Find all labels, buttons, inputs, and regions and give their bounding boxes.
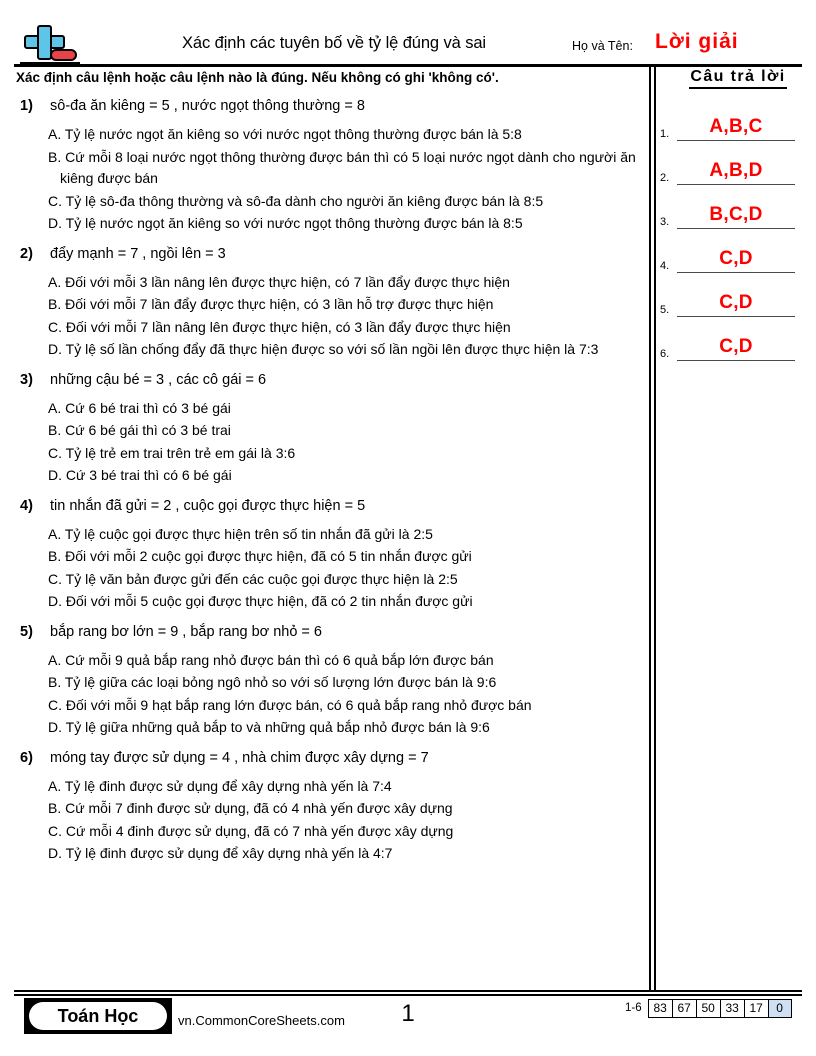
logo-plus-core [39,37,50,47]
question-option[interactable]: D. Tỷ lệ đinh được sử dụng để xây dựng nhà yến là 4:7 [48,845,393,861]
question-stem [14,370,644,391]
page-header [14,22,802,64]
answer-row-value[interactable]: C,D [719,248,753,269]
answer-blank-line [677,140,795,141]
question-number: 2) [20,245,33,262]
question-option[interactable]: A. Tỷ lệ nước ngọt ăn kiêng so với nước ngọt thông thường được bán là 5:8 [48,126,522,142]
answer-row-number: 5. [660,304,670,316]
answer-blank-line [677,184,795,185]
question-option[interactable]: A. Tỷ lệ cuộc gọi được thực hiện trên số tin nhắn đã gửi là 2:5 [48,525,433,542]
header-divider [14,64,802,67]
question-option[interactable]: D. Tỷ lệ giữa những quả bắp to và những quả bắp nhỏ được bán là 9:6 [48,719,490,735]
score-cell: 17 [744,999,768,1018]
question-stem-text: đẩy mạnh = 7 , ngồi lên = 3 [50,245,226,262]
question-number: 6) [20,749,33,766]
question-option[interactable]: A. Cứ mỗi 9 quả bắp rang nhỏ được bán thì có 6 quả bắp lớn được bán [48,651,494,668]
question-stem [14,244,644,265]
instruction-text: Xác định câu lệnh hoặc câu lệnh nào là đúng. Nếu không có ghi 'không có'. [16,70,499,85]
score-cell: 83 [648,999,672,1018]
question-stem [14,496,644,517]
question-stem-text: bắp rang bơ lớn = 9 , bắp rang bơ nhỏ = 6 [50,623,322,640]
answer-row-value[interactable]: C,D [719,292,753,313]
question-stem-text: móng tay được sử dụng = 4 , nhà chim được xây dựng = 7 [50,749,429,766]
question-stem-text: tin nhắn đã gửi = 2 , cuộc gọi được thực hiện = 5 [50,497,366,514]
answer-rows-container [660,99,810,363]
answer-row-number: 4. [660,260,670,272]
question-option[interactable]: C. Tỷ lệ văn bản được gửi đến các cuộc gọi được thực hiện là 2:5 [48,570,458,587]
score-cell: 50 [696,999,720,1018]
name-field-label: Họ và Tên: [572,39,633,53]
question-number: 1) [20,98,33,114]
answer-row [660,99,810,143]
question-stem [14,748,644,769]
column-divider-inner [654,67,656,992]
question-option[interactable]: C. Tỷ lệ trẻ em trai trên trẻ em gái là 3:6 [48,444,296,461]
score-cell: 0 [768,999,792,1018]
question-option[interactable]: B. Đối với mỗi 7 lần đẩy được thực hiện, có 3 lần hỗ trợ được thực hiện [48,296,494,312]
question-option[interactable]: C. Tỷ lệ sô-đa thông thường và sô-đa dành cho người ăn kiêng được bán là 8:5 [48,192,544,209]
answer-row-number: 3. [660,216,670,228]
page-number: 1 [401,1000,415,1027]
question-number: 3) [20,371,33,388]
answer-blank-line [677,360,795,361]
answer-row-number: 2. [660,172,670,184]
answer-row-value[interactable]: A,B,C [709,116,763,137]
question-block [14,496,644,613]
answer-row-number: 1. [660,128,670,140]
question-option[interactable]: B. Tỷ lệ giữa các loại bỏng ngô nhỏ so với số lượng lớn được bán là 9:6 [48,674,497,690]
question-option[interactable]: B. Cứ mỗi 7 đinh được sử dụng, đã có 4 nhà yến được xây dựng [48,800,453,816]
question-option[interactable]: A. Đối với mỗi 3 lần nâng lên được thực hiện, có 7 lần đẩy được thực hiện [48,273,510,290]
answer-row-value[interactable]: B,C,D [709,204,763,225]
question-option[interactable]: A. Tỷ lệ đinh được sử dụng để xây dựng nhà yến là 7:4 [48,777,392,794]
question-block [14,244,644,361]
plus-minus-logo-icon [18,24,80,66]
question-option[interactable]: D. Cứ 3 bé trai thì có 6 bé gái [48,467,232,483]
question-option[interactable]: D. Tỷ lệ số lần chống đẩy đã thực hiện được so với số lần ngồi lên được thực hiện là 7:3 [48,341,599,357]
question-option[interactable]: B. Đối với mỗi 2 cuộc gọi được thực hiện, đã có 5 tin nhắn được gửi [48,548,472,564]
question-option[interactable]: B. Cứ 6 bé gái thì có 3 bé trai [48,422,231,438]
question-stem-text: sô-đa ăn kiêng = 5 , nước ngọt thông thường = 8 [50,98,365,114]
question-stem-text: những cậu bé = 3 , các cô gái = 6 [50,371,267,388]
worksheet-title: Xác định các tuyên bố về tỷ lệ đúng và sai [182,34,486,52]
question-number: 5) [20,623,33,640]
footer-divider-bottom [14,994,802,996]
answer-row [660,187,810,231]
questions-container [14,96,644,874]
question-option[interactable]: C. Cứ mỗi 4 đinh được sử dụng, đã có 7 nhà yến được xây dựng [48,822,454,839]
name-field-value[interactable]: Lời giải [655,30,739,53]
answer-blank-line [677,228,795,229]
answer-blank-line [677,272,795,273]
answer-row [660,143,810,187]
answer-row [660,319,810,363]
answer-row [660,275,810,319]
question-option[interactable]: D. Đối với mỗi 5 cuộc gọi được thực hiện, đã có 2 tin nhắn được gửi [48,593,473,609]
score-cell: 33 [720,999,744,1018]
question-option[interactable]: A. Cứ 6 bé trai thì có 3 bé gái [48,399,231,416]
footer-divider-top [14,990,802,992]
question-block [14,96,644,235]
question-number: 4) [20,497,33,514]
score-cells-container [648,999,792,1018]
question-block [14,748,644,865]
score-range-label: 1-6 [625,1002,642,1014]
site-url-label: vn.CommonCoreSheets.com [178,1013,345,1028]
brand-label: Toán Học [57,1006,139,1026]
question-stem [14,96,644,117]
question-option[interactable]: B. Cứ mỗi 8 loại nước ngọt thông thường được bán thì có 5 loại nước ngọt dành cho người ăn kiêng được bán [48,148,636,186]
score-strip [625,999,792,1018]
score-cell: 67 [672,999,696,1018]
column-divider-outer [649,67,651,992]
question-block [14,370,644,487]
answer-blank-line [677,316,795,317]
question-stem [14,622,644,643]
answer-key-title: Câu trả lời [689,68,786,89]
logo-minus-bar [50,49,77,61]
answer-row-value[interactable]: A,B,D [709,160,763,181]
question-option[interactable]: C. Đối với mỗi 9 hạt bắp rang lớn được bán, có 6 quả bắp rang nhỏ được bán [48,696,532,713]
answer-key-column [660,68,810,363]
answer-row-number: 6. [660,348,670,360]
answer-row [660,231,810,275]
question-option[interactable]: C. Đối với mỗi 7 lần nâng lên được thực hiện, có 3 lần đẩy được thực hiện [48,318,511,335]
question-option[interactable]: D. Tỷ lệ nước ngọt ăn kiêng so với nước ngọt thông thường được bán là 8:5 [48,215,523,231]
answer-row-value[interactable]: C,D [719,336,753,357]
question-block [14,622,644,739]
